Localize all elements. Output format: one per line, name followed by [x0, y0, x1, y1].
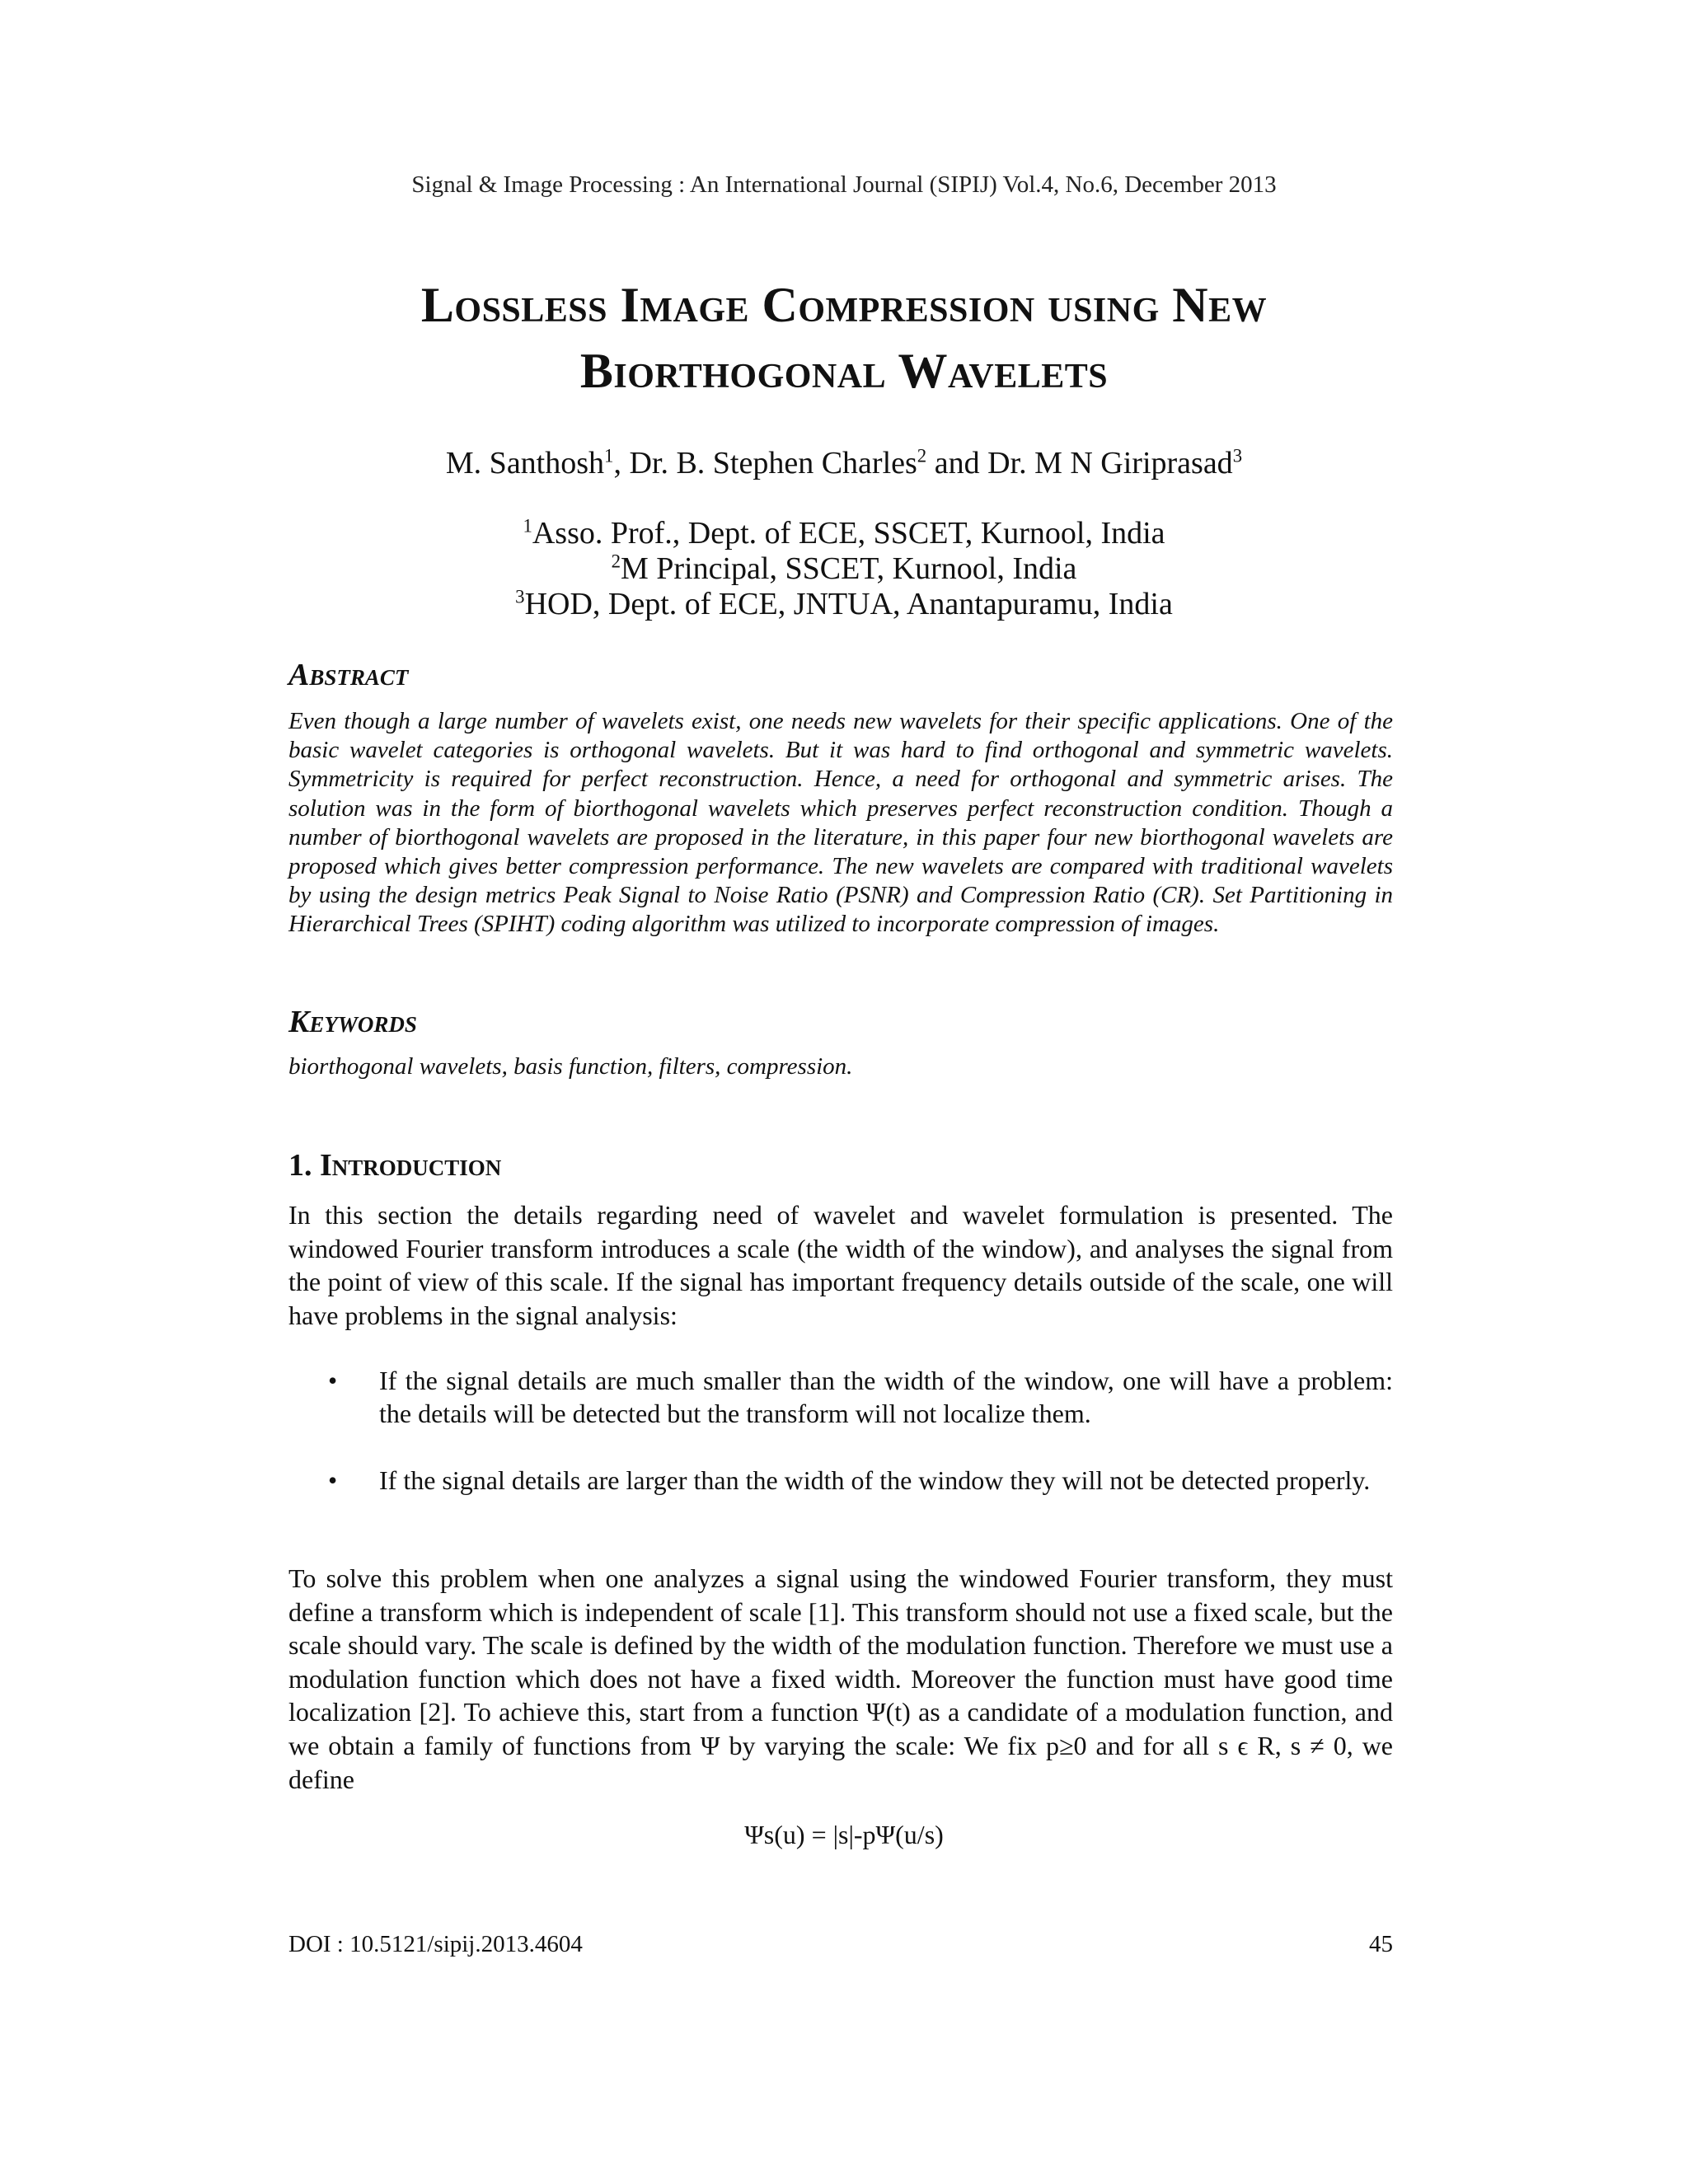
abstract-heading: Abstract	[288, 658, 409, 692]
abstract-text: Even though a large number of wavelets exist, one needs new wavelets for their specific applications. One of the basic wavelet categories is orthogonal wavelets. But it was hard to find orthogonal and symmetric wavelets. Symmetricity is required for perfect reconstruction. Hence, a need for orthogonal and symmetric arises. The solution was in the form of biorthogonal wavelets which preserves perfect reconstruction condition. Though a number of biorthogonal wavelets are proposed in the literature, in this paper four new biorthogonal wavelets are proposed which gives better compression performance. The new wavelets are compared with traditional wavelets by using the design metrics Peak Signal to Noise Ratio (PSNR) and Compression Ratio (CR). Set Partitioning in Hierarchical Trees (SPIHT) coding algorithm was utilized to incorporate compression of images.	[288, 708, 1393, 938]
affiliation-1-text: Asso. Prof., Dept. of ECE, SSCET, Kurnool, India	[532, 516, 1165, 551]
page-number: 45	[1369, 1931, 1393, 1957]
title-line-1: Lossless Image Compression using New	[420, 278, 1268, 332]
affiliation-1-mark: 1	[523, 515, 532, 537]
author-3-name: and Dr. M N Giriprasad	[926, 446, 1233, 480]
author-3-mark: 3	[1232, 445, 1243, 466]
equation: Ψs(u) = |s|-pΨ(u/s)	[744, 1820, 944, 1849]
affiliation-2	[0, 551, 1688, 587]
bullet-text-2: If the signal details are larger than the width of the window they will not be detected properly.	[379, 1465, 1371, 1495]
affiliation-2-text: M Principal, SSCET, Kurnool, India	[620, 551, 1077, 586]
paper-title	[0, 272, 1688, 404]
bullet-icon: •	[328, 1366, 338, 1395]
affiliation-3-text: HOD, Dept. of ECE, JNTUA, Anantapuramu, India	[524, 587, 1173, 621]
introduction-heading: 1. Introduction	[288, 1148, 502, 1183]
doi-footer: DOI : 10.5121/sipij.2013.4604	[288, 1931, 583, 1957]
affiliation-1	[0, 515, 1688, 551]
keywords-heading: Keywords	[288, 1005, 417, 1039]
intro-paragraph-1: In this section the details regarding need of wavelet and wavelet formulation is presented. The windowed Fourier transform introduces a scale (the width of the window), and analyses the signal from the point of view of this scale. If the signal has important frequency details outside of the scale, one will have problems in the signal analysis:	[288, 1200, 1393, 1330]
affiliation-3-mark: 3	[515, 586, 525, 607]
intro-paragraph-2: To solve this problem when one analyzes a signal using the windowed Fourier transform, they must define a transform which is independent of scale [1]. This transform should not use a fixed scale, but the scale should vary. The scale is defined by the width of the modulation function. Therefore we must use a modulation function which does not have a fixed width. Moreover the function must have good time localization [2]. To achieve this, start from a function Ψ(t) as a candidate of a modulation function, and we obtain a family of functions from Ψ by varying the scale: We fix p≥0 and for all s ϵ R, s ≠ 0, we define	[288, 1563, 1393, 1794]
title-line-2: Biorthogonal Wavelets	[579, 344, 1109, 398]
author-1-name: M. Santhosh	[445, 446, 605, 480]
bullet-item-2	[328, 1464, 1393, 1497]
bullet-icon: •	[328, 1465, 338, 1495]
bullet-item-1	[328, 1364, 1393, 1430]
affiliation-3	[0, 586, 1688, 622]
author-list	[0, 445, 1688, 481]
author-2-name: , Dr. B. Stephen Charles	[613, 446, 917, 480]
author-2-mark: 2	[917, 445, 927, 466]
keywords-text: biorthogonal wavelets, basis function, filters, compression.	[288, 1053, 853, 1080]
running-head: Signal & Image Processing : An International Journal (SIPIJ) Vol.4, No.6, December 2013	[411, 171, 1277, 198]
author-1-mark: 1	[604, 445, 614, 466]
affiliation-2-mark: 2	[611, 551, 621, 572]
bullet-text-1: If the signal details are much smaller than the width of the window, one will have a problem: the details will be detected but the transform will not localize them.	[379, 1366, 1393, 1428]
